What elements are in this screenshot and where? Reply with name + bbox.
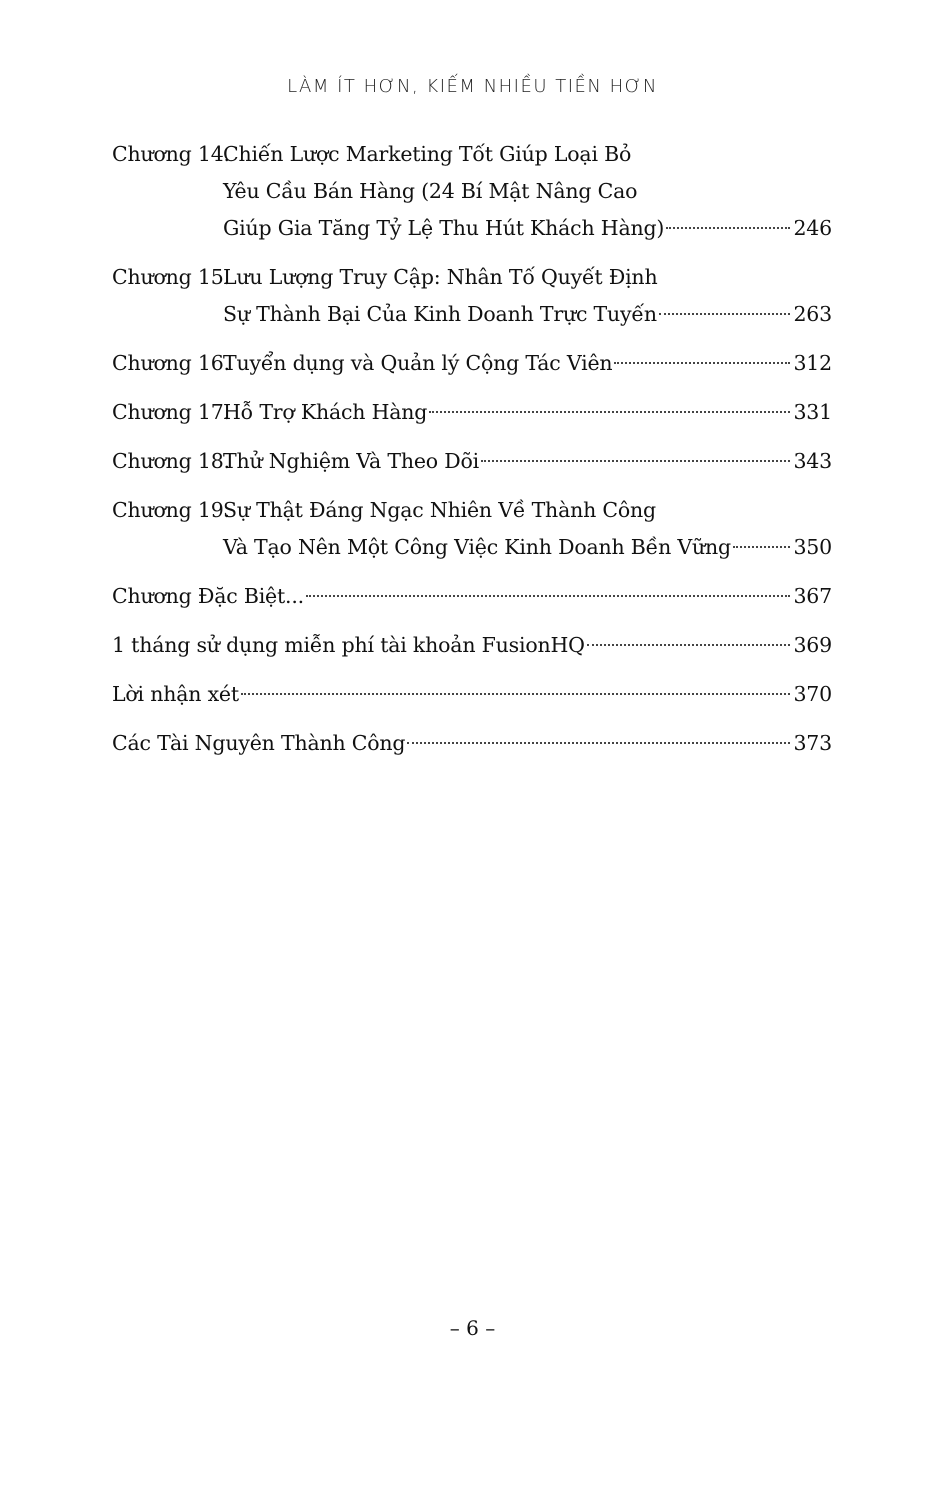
toc-entry-title (112, 627, 585, 664)
toc-entry-title (112, 725, 405, 762)
toc-chapter-number: Chương 19. (112, 498, 230, 522)
toc-page-number: 343 (793, 449, 832, 473)
dot-leader (659, 313, 791, 315)
toc-title-text: Tuyển dụng và Quản lý Cộng Tác Viên (223, 351, 613, 375)
dot-leader (481, 460, 791, 462)
toc-title-text: Hỗ Trợ Khách Hàng (223, 400, 428, 424)
toc-page-number: 367 (793, 584, 832, 608)
toc-entry-title (112, 578, 304, 615)
toc-line (112, 676, 832, 713)
toc-chapter-number: Chương 14. (112, 142, 230, 166)
dot-leader (587, 644, 791, 646)
toc-title-text: Chiến Lược Marketing Tốt Giúp Loại Bỏ (223, 142, 632, 166)
toc-line (112, 529, 832, 566)
toc-entry[interactable] (112, 578, 832, 615)
toc-page-number: 369 (793, 633, 832, 657)
toc-page-number: 373 (793, 731, 832, 755)
toc-title-text: Yêu Cầu Bán Hàng (24 Bí Mật Nâng Cao (223, 179, 638, 203)
toc-chapter-number: Chương 18. (112, 449, 230, 473)
toc-line (112, 492, 832, 529)
toc-entry-title (223, 173, 637, 210)
page-number: – 6 – (449, 1316, 496, 1340)
toc-title-text: Lời nhận xét (112, 682, 239, 706)
toc-entry-title (112, 259, 657, 296)
toc-chapter-number: Chương 15. (112, 265, 230, 289)
toc-line (112, 296, 832, 333)
toc-line (112, 627, 832, 664)
toc-title-text: Thử Nghiệm Và Theo Dõi (223, 449, 479, 473)
toc-entry[interactable] (112, 394, 832, 431)
toc-page-number: 370 (793, 682, 832, 706)
toc-page-number: 246 (793, 216, 832, 240)
toc-title-text: Sự Thành Bại Của Kinh Doanh Trực Tuyến (223, 302, 657, 326)
toc-entry-title (223, 210, 664, 247)
toc-title-text: Chương Đặc Biệt... (112, 584, 304, 608)
toc-line (112, 210, 832, 247)
toc-entry[interactable] (112, 345, 832, 382)
toc-line (112, 259, 832, 296)
dot-leader (429, 411, 790, 413)
toc-entry-title (112, 492, 656, 529)
toc-line (112, 173, 832, 210)
toc-chapter-number: Chương 17. (112, 400, 230, 424)
toc-entry[interactable] (112, 725, 832, 762)
toc-entry-title (112, 345, 612, 382)
toc-title-text: Các Tài Nguyên Thành Công (112, 731, 406, 755)
toc-line (112, 136, 832, 173)
toc-entry[interactable] (112, 259, 832, 333)
dot-leader (306, 595, 790, 597)
toc-line (112, 443, 832, 480)
toc-entry-title (112, 443, 479, 480)
toc-title-text: Và Tạo Nên Một Công Việc Kinh Doanh Bền Vững (223, 535, 731, 559)
dot-leader (733, 546, 791, 548)
toc-entry[interactable] (112, 492, 832, 566)
toc-entry[interactable] (112, 136, 832, 247)
toc-line (112, 578, 832, 615)
running-header: LÀM ÍT HƠN, KIẾM NHIỀU TIỀN HƠN (287, 76, 658, 97)
toc-title-text: Sự Thật Đáng Ngạc Nhiên Về Thành Công (223, 498, 656, 522)
toc-title-text: 1 tháng sử dụng miễn phí tài khoản FusionHQ (112, 633, 585, 657)
toc-title-text: Giúp Gia Tăng Tỷ Lệ Thu Hút Khách Hàng) (223, 216, 665, 240)
toc-entry-title (223, 296, 657, 333)
toc-line (112, 394, 832, 431)
toc-entry[interactable] (112, 676, 832, 713)
dot-leader (614, 362, 790, 364)
toc-entry-title (112, 136, 631, 173)
toc-title-text: Lưu Lượng Truy Cập: Nhân Tố Quyết Định (223, 265, 658, 289)
toc-entry-title (112, 676, 239, 713)
toc-page-number: 312 (793, 351, 832, 375)
dot-leader (241, 693, 791, 695)
toc-line (112, 345, 832, 382)
toc-line (112, 725, 832, 762)
toc-chapter-number: Chương 16. (112, 351, 230, 375)
dot-leader (666, 227, 790, 229)
dot-leader (407, 742, 790, 744)
toc-entry[interactable] (112, 443, 832, 480)
toc-page-number: 350 (793, 535, 832, 559)
toc-page-number: 331 (793, 400, 832, 424)
toc-page-number: 263 (793, 302, 832, 326)
toc-entry-title (223, 529, 731, 566)
toc-entry[interactable] (112, 627, 832, 664)
toc-entry-title (112, 394, 427, 431)
table-of-contents (112, 136, 832, 774)
